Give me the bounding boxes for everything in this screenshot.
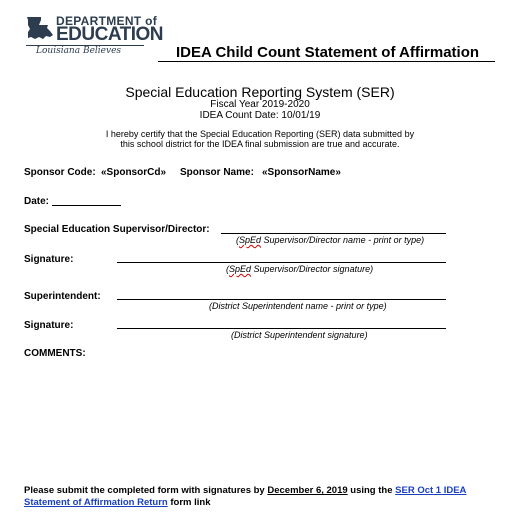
department-logo xyxy=(26,14,164,60)
deadline-date: December 6, 2019 xyxy=(267,485,348,496)
sponsor-name-label: Sponsor Name: xyxy=(180,167,254,178)
fiscal-year: Fiscal Year 2019-2020 xyxy=(210,99,310,110)
logo-department-text: DEPARTMENT of xyxy=(56,14,158,28)
supervisor-name-caption: (SpEd Supervisor/Director name - print or type) xyxy=(236,235,425,245)
superintendent-name-field[interactable] xyxy=(117,299,446,300)
sponsor-code-value: «SponsorCd» xyxy=(101,167,167,178)
date-field[interactable] xyxy=(52,205,121,206)
submission-instructions: Please submit the completed form with signatures by December 6, 2019 using the SER Oct 1 IDEA Statement of Affirmation Return form link xyxy=(24,485,467,508)
superintendent-signature-caption: (District Superintendent signature) xyxy=(231,330,368,340)
title-underline xyxy=(158,61,495,62)
superintendent-signature-label: Signature: xyxy=(24,320,74,331)
supervisor-signature-field[interactable] xyxy=(117,262,446,263)
document-title: IDEA Child Count Statement of Affirmation xyxy=(176,44,480,61)
certification-line-1: I hereby certify that the Special Education Reporting (SER) data submitted by xyxy=(105,129,415,139)
date-label: Date: xyxy=(24,196,50,207)
comments-label: COMMENTS: xyxy=(24,348,86,359)
supervisor-signature-label: Signature: xyxy=(24,254,74,265)
logo-tagline: Louisiana Believes xyxy=(36,46,122,56)
logo-education-text: EDUCATION xyxy=(56,24,164,45)
certification-line-2: this school district for the IDEA final submission are true and accurate. xyxy=(120,139,400,149)
superintendent-signature-field[interactable] xyxy=(117,328,446,329)
superintendent-name-caption: (District Superintendent name - print or type) xyxy=(209,301,387,311)
system-name: Special Education Reporting System (SER) xyxy=(125,84,395,100)
count-date: IDEA Count Date: 10/01/19 xyxy=(199,110,321,121)
supervisor-name-field[interactable] xyxy=(221,233,446,234)
superintendent-label: Superintendent: xyxy=(24,291,101,302)
supervisor-label: Special Education Supervisor/Director: xyxy=(24,224,210,235)
sponsor-code-label: Sponsor Code: xyxy=(24,167,96,178)
supervisor-signature-caption: (SpEd Supervisor/Director signature) xyxy=(226,264,374,274)
louisiana-state-icon xyxy=(26,16,54,42)
return-form-link[interactable]: SER Oct 1 IDEA Statement of Affirmation Return xyxy=(24,485,467,508)
sponsor-name-value: «SponsorName» xyxy=(262,167,341,178)
